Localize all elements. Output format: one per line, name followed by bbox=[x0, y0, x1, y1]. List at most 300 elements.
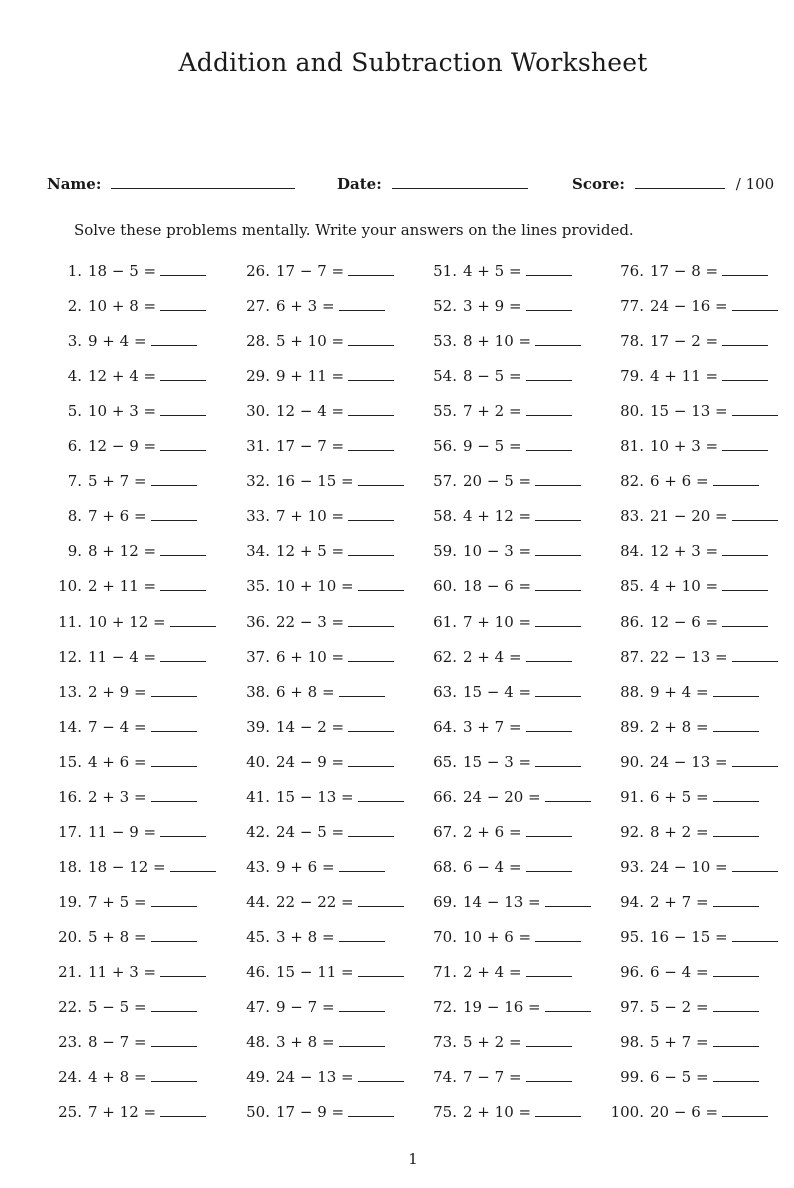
answer-blank[interactable] bbox=[339, 857, 385, 872]
problem-number: 24. bbox=[58, 1068, 82, 1087]
problem-expression: 12 + 5 = bbox=[276, 542, 345, 561]
problem-item bbox=[604, 331, 768, 351]
problem-item bbox=[417, 612, 581, 632]
answer-blank[interactable] bbox=[348, 647, 394, 662]
answer-blank[interactable] bbox=[713, 682, 759, 697]
answer-blank[interactable] bbox=[160, 401, 206, 416]
problem-number: 82. bbox=[620, 472, 644, 491]
answer-blank[interactable] bbox=[526, 822, 572, 837]
problem-number: 71. bbox=[433, 963, 457, 981]
problem-expression: 15 − 11 = bbox=[276, 963, 354, 981]
problem-number: 43. bbox=[246, 857, 270, 876]
problem-number: 66. bbox=[433, 787, 457, 806]
problem-item bbox=[604, 682, 759, 702]
problem-number: 49. bbox=[246, 1068, 270, 1087]
problem-expression: 5 + 8 = bbox=[88, 927, 147, 946]
problem-item bbox=[230, 752, 394, 772]
problem-expression: 10 + 3 = bbox=[650, 437, 719, 456]
answer-blank[interactable] bbox=[713, 962, 759, 977]
answer-blank[interactable] bbox=[348, 541, 394, 556]
answer-blank[interactable] bbox=[160, 822, 206, 837]
answer-blank[interactable] bbox=[348, 331, 394, 346]
problem-number: 64. bbox=[433, 717, 457, 736]
date-blank[interactable] bbox=[392, 174, 528, 189]
problem-expression: 7 + 5 = bbox=[88, 892, 147, 911]
answer-blank[interactable] bbox=[160, 1102, 206, 1117]
problem-item bbox=[230, 436, 394, 456]
problem-number: 83. bbox=[620, 507, 644, 526]
problem-number: 99. bbox=[620, 1068, 644, 1087]
answer-blank[interactable] bbox=[160, 541, 206, 556]
problem-expression: 8 + 10 = bbox=[463, 332, 532, 351]
problem-number: 75. bbox=[433, 1103, 457, 1122]
answer-blank[interactable] bbox=[348, 436, 394, 451]
problem-item bbox=[42, 296, 206, 316]
problem-item bbox=[42, 436, 206, 456]
instructions: Solve these problems mentally. Write your answers on the lines provided. bbox=[74, 221, 634, 239]
problem-number: 62. bbox=[433, 647, 457, 666]
answer-blank[interactable] bbox=[713, 717, 759, 732]
name-label: Name: bbox=[47, 175, 102, 193]
problem-item bbox=[230, 787, 404, 807]
answer-blank[interactable] bbox=[722, 261, 768, 276]
problem-expression: 18 − 6 = bbox=[463, 577, 532, 596]
problem-expression: 10 + 8 = bbox=[88, 297, 157, 316]
problem-expression: 11 − 9 = bbox=[88, 822, 157, 841]
answer-blank[interactable] bbox=[151, 471, 197, 486]
answer-blank[interactable] bbox=[160, 647, 206, 662]
problem-number: 56. bbox=[433, 437, 457, 456]
problem-expression: 6 − 5 = bbox=[650, 1068, 709, 1087]
problem-expression: 17 − 8 = bbox=[650, 262, 719, 280]
problem-item bbox=[230, 261, 394, 281]
answer-blank[interactable] bbox=[151, 717, 197, 732]
problem-item bbox=[604, 857, 778, 877]
problem-number: 73. bbox=[433, 1033, 457, 1052]
problem-item bbox=[230, 612, 394, 632]
answer-blank[interactable] bbox=[151, 1032, 197, 1047]
answer-blank[interactable] bbox=[170, 612, 216, 627]
problem-expression: 12 − 9 = bbox=[88, 437, 157, 456]
problem-number: 78. bbox=[620, 332, 644, 351]
problem-number: 77. bbox=[620, 297, 644, 316]
problem-number: 41. bbox=[246, 787, 270, 806]
problem-item bbox=[604, 927, 778, 947]
problem-expression: 20 − 6 = bbox=[650, 1103, 719, 1122]
problem-item bbox=[417, 997, 591, 1017]
problem-number: 33. bbox=[246, 507, 270, 526]
problem-item bbox=[604, 576, 768, 596]
answer-blank[interactable] bbox=[722, 612, 768, 627]
problem-item bbox=[417, 261, 572, 281]
problem-expression: 8 + 2 = bbox=[650, 822, 709, 841]
answer-blank[interactable] bbox=[732, 401, 778, 416]
answer-blank[interactable] bbox=[160, 366, 206, 381]
answer-blank[interactable] bbox=[160, 296, 206, 311]
answer-blank[interactable] bbox=[151, 506, 197, 521]
problem-item bbox=[42, 997, 197, 1017]
problem-expression: 5 + 7 = bbox=[650, 1033, 709, 1052]
answer-blank[interactable] bbox=[713, 1032, 759, 1047]
answer-blank[interactable] bbox=[348, 401, 394, 416]
problem-number: 39. bbox=[246, 717, 270, 736]
problem-item bbox=[42, 857, 216, 877]
problem-item bbox=[417, 1102, 581, 1122]
problem-number: 13. bbox=[58, 682, 82, 701]
problem-item bbox=[230, 366, 394, 386]
answer-blank[interactable] bbox=[545, 787, 591, 802]
answer-blank[interactable] bbox=[160, 436, 206, 451]
problem-number: 79. bbox=[620, 367, 644, 386]
problem-item bbox=[604, 717, 759, 737]
answer-blank[interactable] bbox=[151, 997, 197, 1012]
problem-item bbox=[604, 296, 778, 316]
answer-blank[interactable] bbox=[170, 857, 216, 872]
problem-number: 81. bbox=[620, 437, 644, 456]
problem-expression: 15 − 13 = bbox=[276, 787, 354, 806]
problem-number: 42. bbox=[246, 822, 270, 841]
score-field bbox=[572, 174, 774, 193]
problem-number: 32. bbox=[246, 472, 270, 491]
problem-expression: 24 − 9 = bbox=[276, 752, 345, 771]
answer-blank[interactable] bbox=[722, 366, 768, 381]
answer-blank[interactable] bbox=[526, 366, 572, 381]
problem-expression: 5 + 10 = bbox=[276, 332, 345, 351]
problem-item bbox=[230, 997, 385, 1017]
answer-blank[interactable] bbox=[732, 647, 778, 662]
problem-expression: 24 − 10 = bbox=[650, 857, 728, 876]
answer-blank[interactable] bbox=[160, 261, 206, 276]
score-blank[interactable] bbox=[635, 174, 725, 189]
problem-expression: 10 + 6 = bbox=[463, 927, 532, 946]
answer-blank[interactable] bbox=[722, 576, 768, 591]
problem-item bbox=[604, 401, 778, 421]
answer-blank[interactable] bbox=[713, 471, 759, 486]
answer-blank[interactable] bbox=[722, 436, 768, 451]
problem-number: 48. bbox=[246, 1033, 270, 1052]
answer-blank[interactable] bbox=[348, 506, 394, 521]
answer-blank[interactable] bbox=[151, 787, 197, 802]
answer-blank[interactable] bbox=[339, 927, 385, 942]
answer-blank[interactable] bbox=[545, 892, 591, 907]
answer-blank[interactable] bbox=[339, 997, 385, 1012]
problem-expression: 17 − 2 = bbox=[650, 332, 719, 351]
answer-blank[interactable] bbox=[713, 892, 759, 907]
answer-blank[interactable] bbox=[160, 576, 206, 591]
problem-item bbox=[42, 892, 197, 912]
problem-item bbox=[417, 541, 581, 561]
problem-number: 93. bbox=[620, 857, 644, 876]
answer-blank[interactable] bbox=[535, 331, 581, 346]
problem-item bbox=[604, 892, 759, 912]
answer-blank[interactable] bbox=[535, 576, 581, 591]
problem-item bbox=[230, 927, 385, 947]
answer-blank[interactable] bbox=[545, 997, 591, 1012]
problem-number: 45. bbox=[246, 927, 270, 946]
problem-expression: 10 + 3 = bbox=[88, 402, 157, 421]
problem-item bbox=[604, 541, 768, 561]
problem-expression: 6 + 5 = bbox=[650, 787, 709, 806]
problem-item bbox=[230, 296, 385, 316]
answer-blank[interactable] bbox=[732, 506, 778, 521]
problem-item bbox=[42, 612, 216, 632]
problem-expression: 24 − 5 = bbox=[276, 822, 345, 841]
problem-number: 10. bbox=[58, 577, 82, 596]
problem-number: 100. bbox=[610, 1103, 644, 1122]
answer-blank[interactable] bbox=[358, 576, 404, 591]
answer-blank[interactable] bbox=[535, 927, 581, 942]
problem-expression: 22 − 3 = bbox=[276, 612, 345, 631]
answer-blank[interactable] bbox=[358, 892, 404, 907]
answer-blank[interactable] bbox=[526, 962, 572, 977]
answer-blank[interactable] bbox=[358, 962, 404, 977]
problem-expression: 16 − 15 = bbox=[276, 472, 354, 491]
problem-number: 30. bbox=[246, 402, 270, 421]
problem-expression: 7 + 10 = bbox=[463, 612, 532, 631]
problem-number: 12. bbox=[58, 647, 82, 666]
problem-expression: 24 − 16 = bbox=[650, 297, 728, 316]
answer-blank[interactable] bbox=[535, 612, 581, 627]
problem-number: 86. bbox=[620, 612, 644, 631]
problem-number: 11. bbox=[58, 612, 82, 631]
answer-blank[interactable] bbox=[526, 647, 572, 662]
problem-expression: 9 − 7 = bbox=[276, 998, 335, 1017]
answer-blank[interactable] bbox=[732, 927, 778, 942]
problem-number: 25. bbox=[58, 1103, 82, 1122]
problem-number: 59. bbox=[433, 542, 457, 561]
problem-number: 40. bbox=[246, 752, 270, 771]
problem-expression: 9 + 11 = bbox=[276, 367, 345, 386]
problem-number: 35. bbox=[246, 577, 270, 596]
answer-blank[interactable] bbox=[535, 752, 581, 767]
problem-expression: 4 + 12 = bbox=[463, 507, 532, 526]
answer-blank[interactable] bbox=[151, 1067, 197, 1082]
name-blank[interactable] bbox=[111, 174, 295, 189]
problem-item bbox=[417, 506, 581, 526]
problem-item bbox=[417, 576, 581, 596]
answer-blank[interactable] bbox=[348, 366, 394, 381]
problem-expression: 12 − 6 = bbox=[650, 612, 719, 631]
problem-expression: 3 + 7 = bbox=[463, 717, 522, 736]
problem-expression: 15 − 3 = bbox=[463, 752, 532, 771]
problem-item bbox=[417, 296, 572, 316]
problem-number: 92. bbox=[620, 822, 644, 841]
problem-expression: 14 − 13 = bbox=[463, 892, 541, 911]
answer-blank[interactable] bbox=[348, 261, 394, 276]
answer-blank[interactable] bbox=[339, 296, 385, 311]
problem-number: 8. bbox=[67, 507, 82, 526]
problem-number: 58. bbox=[433, 507, 457, 526]
answer-blank[interactable] bbox=[526, 296, 572, 311]
problem-number: 50. bbox=[246, 1103, 270, 1122]
problem-expression: 5 − 2 = bbox=[650, 998, 709, 1017]
answer-blank[interactable] bbox=[358, 787, 404, 802]
problem-expression: 7 − 4 = bbox=[88, 717, 147, 736]
problem-item bbox=[42, 331, 197, 351]
answer-blank[interactable] bbox=[526, 436, 572, 451]
problem-number: 47. bbox=[246, 998, 270, 1017]
problem-item bbox=[417, 682, 581, 702]
problem-expression: 5 + 7 = bbox=[88, 472, 147, 491]
problem-item bbox=[604, 366, 768, 386]
problem-item bbox=[42, 647, 206, 667]
problem-expression: 9 − 5 = bbox=[463, 437, 522, 456]
problem-number: 37. bbox=[246, 647, 270, 666]
answer-blank[interactable] bbox=[526, 717, 572, 732]
answer-blank[interactable] bbox=[348, 1102, 394, 1117]
answer-blank[interactable] bbox=[722, 331, 768, 346]
problem-number: 97. bbox=[620, 998, 644, 1017]
answer-blank[interactable] bbox=[339, 682, 385, 697]
answer-blank[interactable] bbox=[535, 506, 581, 521]
answer-blank[interactable] bbox=[526, 401, 572, 416]
problem-item bbox=[42, 366, 206, 386]
answer-blank[interactable] bbox=[151, 682, 197, 697]
problem-number: 95. bbox=[620, 927, 644, 946]
answer-blank[interactable] bbox=[535, 682, 581, 697]
answer-blank[interactable] bbox=[151, 927, 197, 942]
problem-expression: 21 − 20 = bbox=[650, 507, 728, 526]
problem-item bbox=[230, 506, 394, 526]
name-field bbox=[47, 174, 295, 193]
problem-expression: 6 + 3 = bbox=[276, 297, 335, 316]
score-total: / 100 bbox=[735, 175, 775, 193]
problem-number: 28. bbox=[246, 332, 270, 351]
page-number: 1 bbox=[408, 1150, 418, 1168]
problem-number: 61. bbox=[433, 612, 457, 631]
problem-number: 80. bbox=[620, 402, 644, 421]
problem-item bbox=[42, 787, 197, 807]
date-field bbox=[337, 174, 528, 193]
problem-expression: 7 + 2 = bbox=[463, 402, 522, 421]
problem-item bbox=[604, 1102, 768, 1122]
problem-item bbox=[42, 1032, 197, 1052]
answer-blank[interactable] bbox=[713, 1067, 759, 1082]
answer-blank[interactable] bbox=[160, 962, 206, 977]
answer-blank[interactable] bbox=[339, 1032, 385, 1047]
problem-expression: 7 + 6 = bbox=[88, 507, 147, 526]
problem-item bbox=[230, 331, 394, 351]
answer-blank[interactable] bbox=[358, 471, 404, 486]
answer-blank[interactable] bbox=[535, 471, 581, 486]
answer-blank[interactable] bbox=[722, 1102, 768, 1117]
problem-expression: 24 − 13 = bbox=[650, 752, 728, 771]
answer-blank[interactable] bbox=[526, 1067, 572, 1082]
problem-expression: 10 + 10 = bbox=[276, 577, 354, 596]
answer-blank[interactable] bbox=[535, 541, 581, 556]
problem-item bbox=[230, 647, 394, 667]
problem-expression: 5 − 5 = bbox=[88, 998, 147, 1017]
answer-blank[interactable] bbox=[526, 261, 572, 276]
answer-blank[interactable] bbox=[535, 1102, 581, 1117]
answer-blank[interactable] bbox=[713, 787, 759, 802]
problem-item bbox=[230, 1067, 404, 1087]
date-label: Date: bbox=[337, 175, 382, 193]
problem-expression: 10 − 3 = bbox=[463, 542, 532, 561]
problem-number: 90. bbox=[620, 752, 644, 771]
answer-blank[interactable] bbox=[151, 892, 197, 907]
problem-expression: 8 − 5 = bbox=[463, 367, 522, 386]
problem-item bbox=[604, 261, 768, 281]
problem-number: 14. bbox=[58, 717, 82, 736]
problem-number: 60. bbox=[433, 577, 457, 596]
problem-expression: 2 + 8 = bbox=[650, 717, 709, 736]
problem-expression: 6 + 6 = bbox=[650, 472, 709, 491]
problem-number: 9. bbox=[67, 542, 82, 561]
problem-item bbox=[42, 506, 197, 526]
problem-item bbox=[417, 962, 572, 982]
problem-item bbox=[417, 471, 581, 491]
problem-expression: 4 + 5 = bbox=[463, 262, 522, 280]
problem-expression: 12 + 3 = bbox=[650, 542, 719, 561]
problem-item bbox=[230, 717, 394, 737]
problem-number: 65. bbox=[433, 752, 457, 771]
problem-expression: 17 − 7 = bbox=[276, 437, 345, 456]
problem-number: 52. bbox=[433, 297, 457, 316]
answer-blank[interactable] bbox=[348, 717, 394, 732]
problem-item bbox=[417, 857, 572, 877]
problem-item bbox=[604, 647, 778, 667]
problem-number: 31. bbox=[246, 437, 270, 456]
problem-number: 36. bbox=[246, 612, 270, 631]
answer-blank[interactable] bbox=[722, 541, 768, 556]
problem-number: 6. bbox=[67, 437, 82, 456]
answer-blank[interactable] bbox=[732, 857, 778, 872]
problem-number: 98. bbox=[620, 1033, 644, 1052]
answer-blank[interactable] bbox=[151, 331, 197, 346]
problem-expression: 17 − 7 = bbox=[276, 262, 345, 280]
answer-blank[interactable] bbox=[348, 752, 394, 767]
problem-expression: 20 − 5 = bbox=[463, 472, 532, 491]
problem-item bbox=[230, 541, 394, 561]
answer-blank[interactable] bbox=[526, 857, 572, 872]
problem-number: 87. bbox=[620, 647, 644, 666]
problem-item bbox=[230, 576, 404, 596]
problem-number: 4. bbox=[67, 367, 82, 386]
answer-blank[interactable] bbox=[348, 612, 394, 627]
problem-number: 34. bbox=[246, 542, 270, 561]
answer-blank[interactable] bbox=[732, 296, 778, 311]
answer-blank[interactable] bbox=[713, 997, 759, 1012]
problem-item bbox=[417, 331, 581, 351]
problem-item bbox=[42, 962, 206, 982]
answer-blank[interactable] bbox=[151, 752, 197, 767]
answer-blank[interactable] bbox=[526, 1032, 572, 1047]
problem-item bbox=[417, 436, 572, 456]
problem-number: 27. bbox=[246, 297, 270, 316]
problem-item bbox=[417, 927, 581, 947]
problem-expression: 5 + 2 = bbox=[463, 1033, 522, 1052]
problem-item bbox=[604, 752, 778, 772]
answer-blank[interactable] bbox=[713, 822, 759, 837]
problem-item bbox=[417, 752, 581, 772]
problem-expression: 4 + 8 = bbox=[88, 1068, 147, 1087]
problem-number: 74. bbox=[433, 1068, 457, 1087]
problem-expression: 8 + 12 = bbox=[88, 542, 157, 561]
answer-blank[interactable] bbox=[348, 822, 394, 837]
problem-expression: 19 − 16 = bbox=[463, 998, 541, 1017]
answer-blank[interactable] bbox=[732, 752, 778, 767]
problem-number: 3. bbox=[67, 332, 82, 351]
problem-number: 2. bbox=[67, 297, 82, 316]
problem-number: 44. bbox=[246, 892, 270, 911]
problem-item bbox=[230, 1102, 394, 1122]
answer-blank[interactable] bbox=[358, 1067, 404, 1082]
problem-expression: 22 − 22 = bbox=[276, 892, 354, 911]
problem-expression: 9 + 6 = bbox=[276, 857, 335, 876]
problem-expression: 17 − 9 = bbox=[276, 1103, 345, 1122]
problem-expression: 4 + 10 = bbox=[650, 577, 719, 596]
